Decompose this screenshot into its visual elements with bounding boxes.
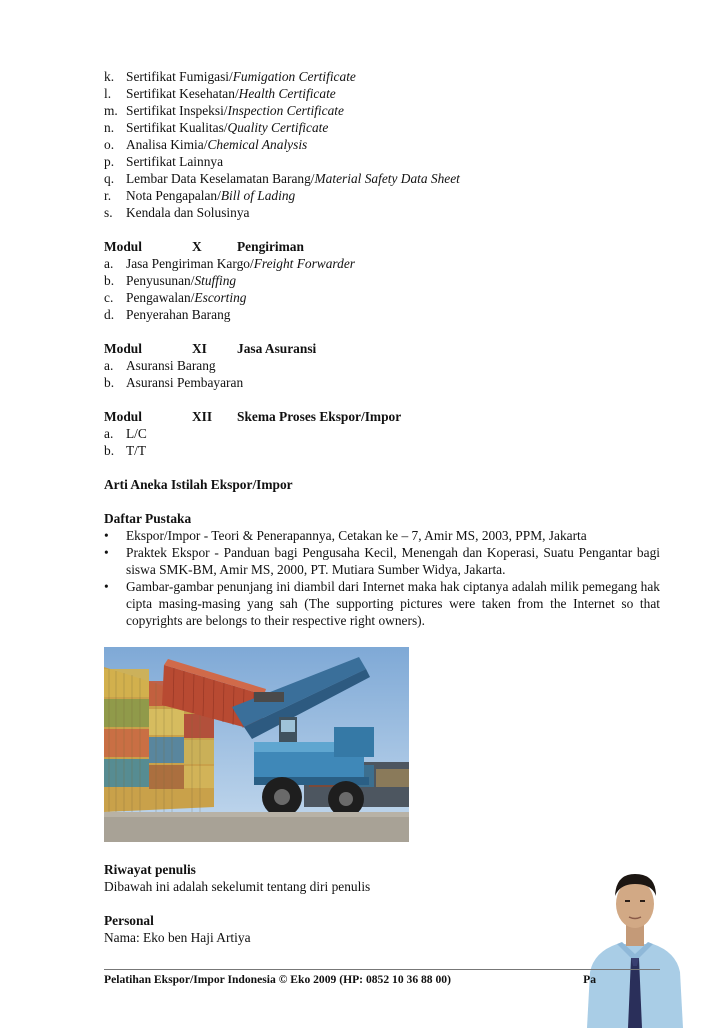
section-heading: Personal <box>104 913 154 928</box>
container-crane-photo <box>104 647 409 842</box>
bullet-icon: • <box>104 579 109 594</box>
author-portrait-photo <box>582 862 688 1028</box>
modul-heading: Modul XII Skema Proses Ekspor/Impor <box>104 409 402 424</box>
section-heading: Riwayat penulis <box>104 862 196 877</box>
bullet-icon: • <box>104 528 109 543</box>
bullet-icon: • <box>104 545 109 560</box>
list-item: b. Asuransi Pembayaran <box>104 375 244 390</box>
list-item: s. Kendala dan Solusinya <box>104 205 250 220</box>
list-item: o. Analisa Kimia/ Chemical Analysis <box>104 137 308 152</box>
list-item: d. Penyerahan Barang <box>104 307 231 322</box>
list-item: a. Asuransi Barang <box>104 358 216 373</box>
personal-name: Nama: Eko ben Haji Artiya <box>104 930 251 945</box>
list-item: q. Lembar Data Keselamatan Barang/ Material Safety Data Sheet <box>104 171 460 186</box>
daftar-pustaka-section <box>104 510 660 629</box>
list-item: • Ekspor/Impor - Teori & Penerapannya, Cetakan ke – 7, Amir MS, 2003, PPM, Jakarta <box>104 528 587 543</box>
author-portrait-illustration <box>582 862 688 1028</box>
list-item: a. L/C <box>104 426 147 441</box>
list-item: b. Penyusunan/ Stuffing <box>104 273 237 288</box>
modul-12-section <box>104 408 660 459</box>
list-item: r. Nota Pengapalan/ Bill of Lading <box>104 188 296 203</box>
section-heading: Daftar Pustaka <box>104 511 192 526</box>
modul-heading: Modul XI Jasa Asuransi <box>104 341 317 356</box>
arti-heading: Arti Aneka Istilah Ekspor/Impor <box>104 477 293 492</box>
container-crane-illustration <box>104 647 409 842</box>
modul-11-section <box>104 340 660 391</box>
list-item: c. Pengawalan/ Escorting <box>104 290 247 305</box>
list-item: • Gambar-gambar penunjang ini diambil dari Internet maka hak ciptanya adalah milik pemegang hak cipta masing-masing yang sah (The supporting pictures were taken from the Internet so that copyrights are belongs to their respective right owners). <box>104 579 660 628</box>
list-item: n. Sertifikat Kualitas/ Quality Certificate <box>104 120 329 135</box>
riwayat-section <box>104 861 584 946</box>
list-item: m. Sertifikat Inspeksi/ Inspection Certificate <box>104 103 344 118</box>
list-item: l. Sertifikat Kesehatan/ Health Certificate <box>104 86 336 101</box>
list-item: p. Sertifikat Lainnya <box>104 154 224 169</box>
footer-page-label: Pa <box>583 973 596 986</box>
riwayat-text: Dibawah ini adalah sekelumit tentang diri penulis <box>104 879 371 894</box>
list-item: k. Sertifikat Fumigasi/ Fumigation Certificate <box>104 69 356 84</box>
document-body <box>104 68 660 629</box>
list-item: b. T/T <box>104 443 147 458</box>
list-item: • Praktek Ekspor - Panduan bagi Pengusaha Kecil, Menengah dan Koperasi, Suatu Pengantar bagi siswa SMK-BM, Amir MS, 2000, PT. Mutiara Sumber Widya, Jakarta. <box>104 545 660 577</box>
modul-10-section <box>104 238 660 323</box>
modul-heading: Modul X Pengiriman <box>104 239 304 254</box>
footer-text: Pelatihan Ekspor/Impor Indonesia © Eko 2009 (HP: 0852 10 36 88 00) <box>104 973 451 986</box>
list-item: a. Jasa Pengiriman Kargo/ Freight Forwarder <box>104 256 355 271</box>
page-footer <box>104 969 660 986</box>
list-sertifikat <box>104 68 660 221</box>
